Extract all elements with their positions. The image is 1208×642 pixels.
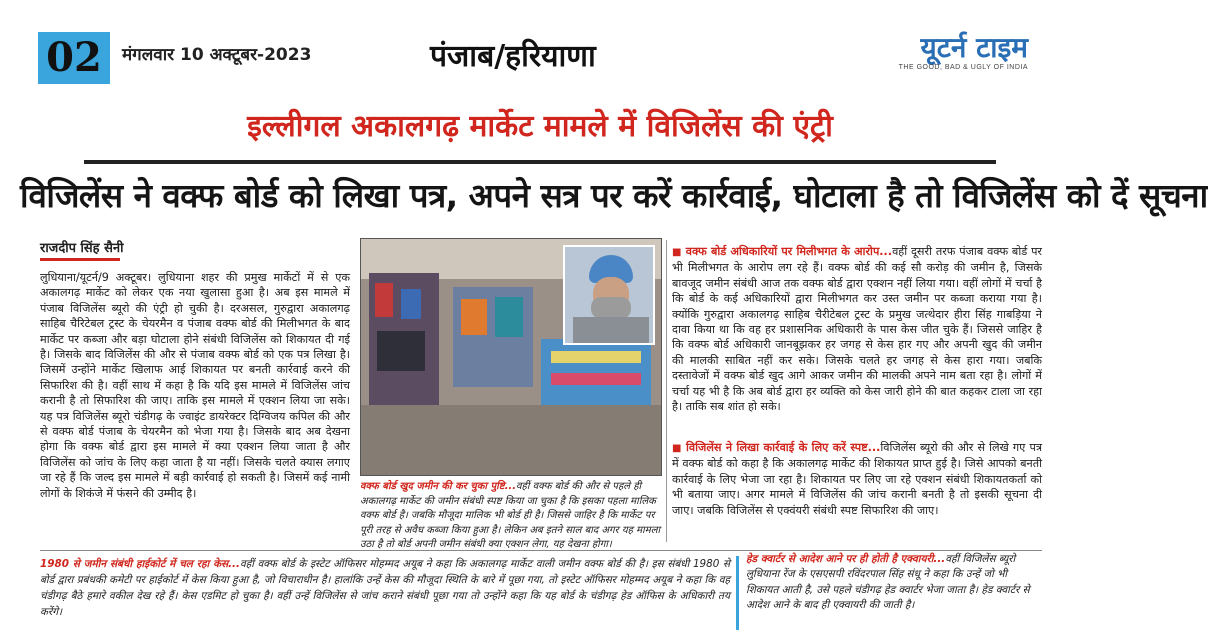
- caption-lead: वक्फ बोर्ड खुद जमीन की कर चुका पुष्टि...: [360, 481, 516, 492]
- photo-display-shelf: [551, 351, 641, 363]
- photo-garment: [461, 299, 487, 335]
- left-column-text: लुधियाना/यूटर्न/9 अक्टूबर। लुधियाना शहर की प्रमुख मार्केटों में से एक अकालगढ़ मार्केट को लेकर एक नया खुलासा हुआ है। अब इस मामले में पंजाब विजिलेंस ब्यूरो की एंट्री हो चुकी है। दरअसल, गुरुद्वारा अकालगढ़ साहिब चैरिटेबल ट्रस्ट के चेयरमैन व पंजाब वक्फ बोर्ड की मिलीभगत के बाद मार्केट पर कब्जा और बड़ा घोटाला होने संबंधी विजिलेंस को शिकायत दी गई है। जिसके बाद विजिलेंस की और से पंजाब वक्फ बोर्ड को एक पत्र लिखा है। जिसमें उन्होंने मार्केट खिलाफ आई शिकायत पर बनती कार्रवाई करने की सिफारिश की है। वहीं साथ में कहा है कि यदि इस मामले में विजिलेंस जांच करानी है तो सिफारिश की जाए। ताकि इस मामले में एक्शन लिया जा सके। यह पत्र विजिलेंस ब्यूरो चंडीगढ़ के ज्वाइंट डायरेक्टर दिग्विजय कपिल की और से वक्फ बोर्ड पंजाब के चेयरमैन को भेजा गया है। जिसके बाद अब देखना होगा कि वक्फ बोर्ड द्वारा इस मामले में क्या एक्शन लिया जाता है और विजिलेंस को जांच के लिए कहा जाता है या नहीं। जिसके चलते क्यास लगाए जा रहे हैं कि जल्द इस मामले में बड़ी कार्रवाई हो सकती है। जिसमें कई नामी लोगों के शिकंजे में फंसने की उम्मीद है।: [40, 271, 350, 500]
- photo-garment: [401, 289, 421, 319]
- caption-text: वहीं वक्फ बोर्ड की और से पहले ही अकालगढ़ मार्केट की जमीन संबंधी स्पष्ट किया जा चुका है कि इसका पहला मालिक वक्फ बोर्ड है। जबकि मौजूदा मालिक भी बोर्ड ही है। जिससे जाहिर है कि मार्केट पर पूरी तरह से अवैध कब्जा किया हुआ है। लेकिन अब इतने साल बाद अगर यह मामला उठा है तो बोर्ड अपनी जमीन संबंधी क्या एक्शन लेगा, यह देखना होगा।: [360, 481, 661, 550]
- photo-display-shelf: [551, 373, 641, 385]
- photo-garment: [375, 283, 393, 317]
- right-lead-1: वक्फ बोर्ड अधिकारियों पर मिलीभगत के आरोप...: [685, 245, 893, 258]
- divider-rule: [84, 160, 996, 164]
- bottom-left-lead: 1980 से जमीन संबंधी हाईकोर्ट में चल रहा केस...: [40, 558, 240, 570]
- main-headline: विजिलेंस ने वक्फ बोर्ड को लिखा पत्र, अपने सत्र पर करें कार्रवाई, घोटाला है तो विजिलेंस को दें सूचना: [20, 176, 1208, 215]
- bottom-divider: [40, 550, 1042, 551]
- bottom-left-block: [40, 556, 730, 620]
- bullet-square: ■: [672, 247, 682, 258]
- brand-logo: [899, 32, 1028, 71]
- portrait-shirt: [573, 317, 649, 343]
- photo-floor: [361, 405, 661, 475]
- masthead: [38, 30, 1046, 88]
- photo-garment: [495, 297, 523, 337]
- right-text-1: वहीं दूसरी तरफ पंजाब वक्फ बोर्ड पर भी मिलीभगत के आरोप लग रहे हैं। वक्फ बोर्ड की कई सौ करोड़ की जमीन है, जिसके बावजूद जमीन संबंधी आज तक वक्फ बोर्ड द्वारा एक्शन नहीं लिया गया। वहीं लोगों में चर्चा है कि बोर्ड के कई अधिकारियों द्वारा मिलीभगत कर उस्त जमीन पर कब्जा कराया गया है। क्योंकि गुरुद्वारा अकालगढ़ साहिब चैरीटेबल ट्रस्ट के प्रमुख जत्थेदार हीरा सिंह गाबड़िया ने दावा किया था कि वह हर प्रशासनिक अधिकारी के पास केस जीत चुके हैं। जिससे जाहिर है कि वक्फ बोर्ड अधिकारी जानबूझकर हर जगह से केस हार गए और अपनी खुद की जमीन की मालकी साबित नहीं कर सके। जिसके चलते हर जगह से केस हारा गया। जबकि दस्तावेजों में वक्फ बोर्ड खुद आगे आकर जमीन की मालकी अपने नाम बता रहा है। लोगों में चर्चा यह भी है कि अब बोर्ड द्वारा हर व्यक्ति को केस जारी होने की बात कहकर टाला जा रहा है। ताकि सब शांत हो सके।: [672, 245, 1042, 414]
- bottom-right-lead: हेड क्वार्टर से आदेश आने पर ही होती है एक्वायरी...: [746, 553, 946, 565]
- portrait-inset: [563, 245, 655, 345]
- byline: राजदीप सिंह सैनी: [40, 241, 124, 256]
- kicker-headline: इल्लीगल अकालगढ़ मार्केट मामले में विजिलेंस की एंट्री: [247, 109, 833, 144]
- column-divider: [666, 240, 667, 542]
- page-number: 02: [38, 32, 110, 84]
- right-lead-2: विजिलेंस ने लिखा कार्रवाई के लिए करें स्पष्ट...: [686, 441, 881, 454]
- portrait-beard: [591, 297, 631, 319]
- brand-name: यूटर्न टाइम: [920, 31, 1028, 64]
- issue-date: मंगलवार 10 अक्टूबर-2023: [122, 45, 312, 65]
- photo-caption: [360, 480, 662, 553]
- byline-underline: [40, 258, 120, 261]
- section-title: पंजाब/हरियाणा: [430, 39, 596, 74]
- right-column-block-1: [672, 244, 1042, 414]
- bottom-right-text: वहीं विजिलेंस ब्यूरो लुधियाना रेंज के एसएसपी रविंदरपाल सिंह संधू ने कहा कि उन्हें जो भी शिकायत आती है, उसे पहले चंडीगढ़ हेड क्वार्टर भेजा जाता है। हेड क्वार्टर से आदेश आने के बाद ही एक्वायरी की जाती है।: [746, 553, 1030, 612]
- right-column-block-2: [672, 440, 1042, 518]
- bottom-right-block: [746, 552, 1042, 614]
- photo-garment: [377, 331, 425, 371]
- market-photo: [360, 238, 662, 476]
- right-text-2: विजिलेंस ब्यूरो की और से लिखे गए पत्र में वक्फ बोर्ड को कहा है कि अकालगढ़ मार्केट की शिकायत प्राप्त हुई है। जिसे आपको बनती कार्रवाई के लिए भेजा जा रहा है। शिकायत पर लिए जा रहे एक्शन संबंधी शिकायतकर्ता को भी बताया जाए। अगर मामले में विजिलेंस की जांच करानी बनती है तो इसकी सूचना दी जाए। जबकि विजिलेंस से एक्वंयरी संबंधी स्पष्ट सिफारिश की जाए।: [672, 441, 1042, 517]
- accent-bar: [736, 556, 739, 630]
- brand-tagline: THE GOOD, BAD & UGLY OF INDIA: [898, 64, 1028, 71]
- bottom-left-text: वहीं वक्फ बोर्ड के इस्टेट ऑफिसर मोहम्मद अयूब ने कहा कि अकालगढ़ मार्केट वाली जमीन वक्फ बोर्ड की है। इस संबंधी 1980 से बोर्ड द्वारा प्रबंधकी कमेटी पर हाईकोर्ट में केस किया हुआ है, जो विचाराधीन है। हालांकि उन्हें केस की मौजूदा स्थिति के बारे में पूछा गया, तो इस्टेट ऑफिसर मोहम्मद अयूब ने कहा कि वह चंडीगढ़ बैठे हमारे वकील देख रहे हैं। केस एडमिट हो चुका है। वहीं उन्हें विजिलेंस से जांच कराने संबंधी पूछा गया तो उन्होंने कहा कि यह बोर्ड के चंडीगढ़ हेड ऑफिस के अधिकारी तय करेंगे।: [40, 558, 730, 618]
- bullet-square: ■: [672, 443, 682, 454]
